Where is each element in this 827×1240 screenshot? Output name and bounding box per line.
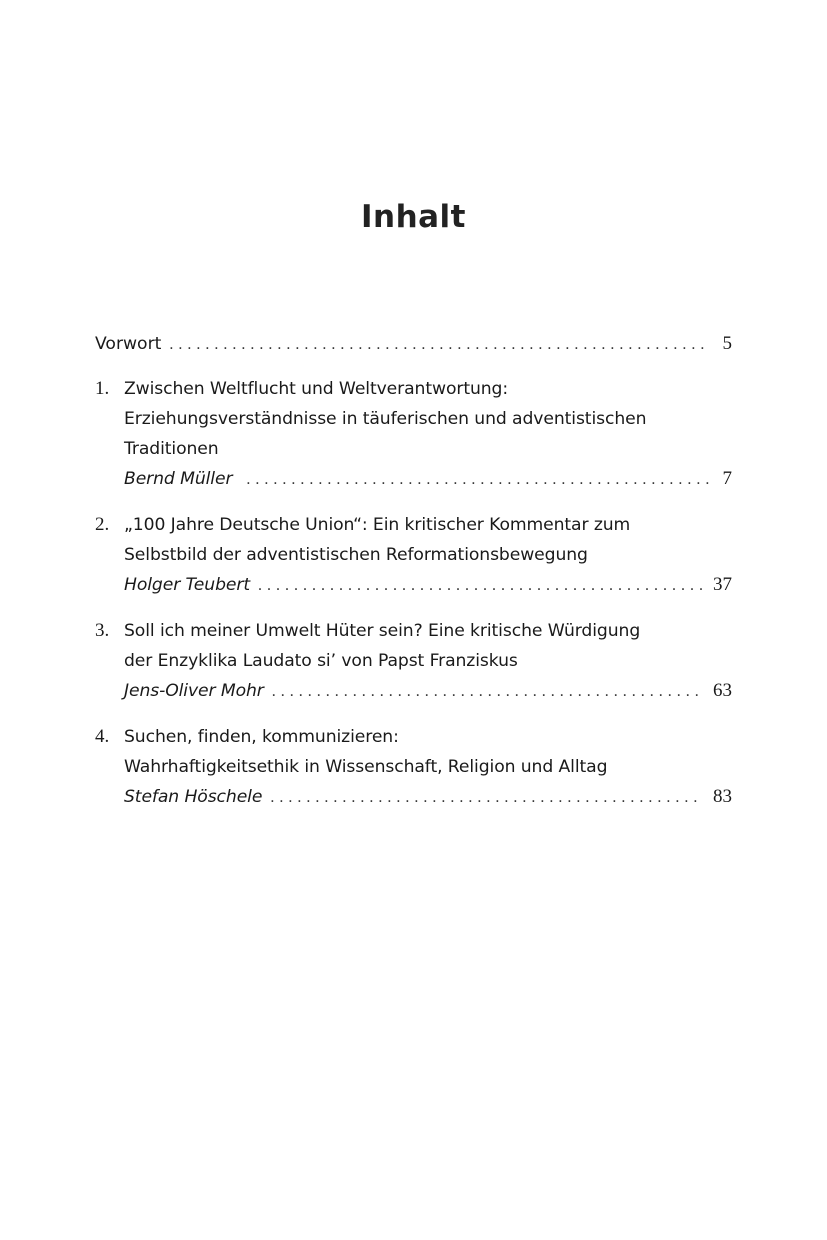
toc-entry-number: 1. (95, 378, 110, 399)
toc-entry-4 (95, 722, 732, 812)
toc-entry-preface (95, 329, 732, 359)
toc-page-number: 5 (722, 333, 732, 354)
toc-page-number: 83 (713, 786, 732, 807)
toc-entry-title-line: Suchen, finden, kommunizieren: (124, 727, 399, 747)
toc-entry-number: 3. (95, 620, 110, 641)
toc-page-number: 37 (713, 574, 732, 595)
toc-page-number: 63 (713, 680, 732, 701)
toc-entry-number: 2. (95, 514, 110, 535)
toc-entry-title-line: Traditionen (124, 439, 219, 459)
toc-entry-author: Holger Teubert (124, 575, 250, 595)
toc-entry-title-line: Soll ich meiner Umwelt Hüter sein? Eine kritische Würdigung (124, 621, 641, 641)
toc-entry-author: Bernd Müller (124, 469, 233, 489)
toc-leader-dots (270, 783, 703, 813)
toc-entry-number: 4. (95, 726, 110, 747)
toc-leader-dots (169, 330, 710, 360)
toc-leader-dots (246, 465, 710, 495)
toc-entry-title-line: „100 Jahre Deutsche Union“: Ein kritischer Kommentar zum (124, 515, 631, 535)
table-of-contents (95, 329, 732, 828)
toc-entry-title-line: Zwischen Weltflucht und Weltverantwortung: (124, 379, 509, 399)
toc-entry-author: Jens-Oliver Mohr (124, 681, 264, 701)
toc-entry-title-line: der Enzyklika Laudato si’ von Papst Franziskus (124, 651, 518, 671)
toc-entry-author: Stefan Höschele (124, 787, 263, 807)
toc-entry-title-line: Erziehungsverständnisse in täuferischen und adventistischen (124, 409, 647, 429)
toc-leader-dots (258, 571, 703, 601)
toc-page-number: 7 (722, 468, 732, 489)
toc-entry-3 (95, 616, 732, 706)
toc-entry-title-line: Selbstbild der adventistischen Reformationsbewegung (124, 545, 588, 565)
toc-entry-title-line: Wahrhaftigkeitsethik in Wissenschaft, Religion und Alltag (124, 757, 608, 777)
toc-entry-1 (95, 374, 732, 494)
toc-preface-label: Vorwort (95, 334, 162, 354)
page-title: Inhalt (360, 198, 467, 235)
toc-entry-2 (95, 510, 732, 600)
toc-leader-dots (272, 677, 703, 707)
